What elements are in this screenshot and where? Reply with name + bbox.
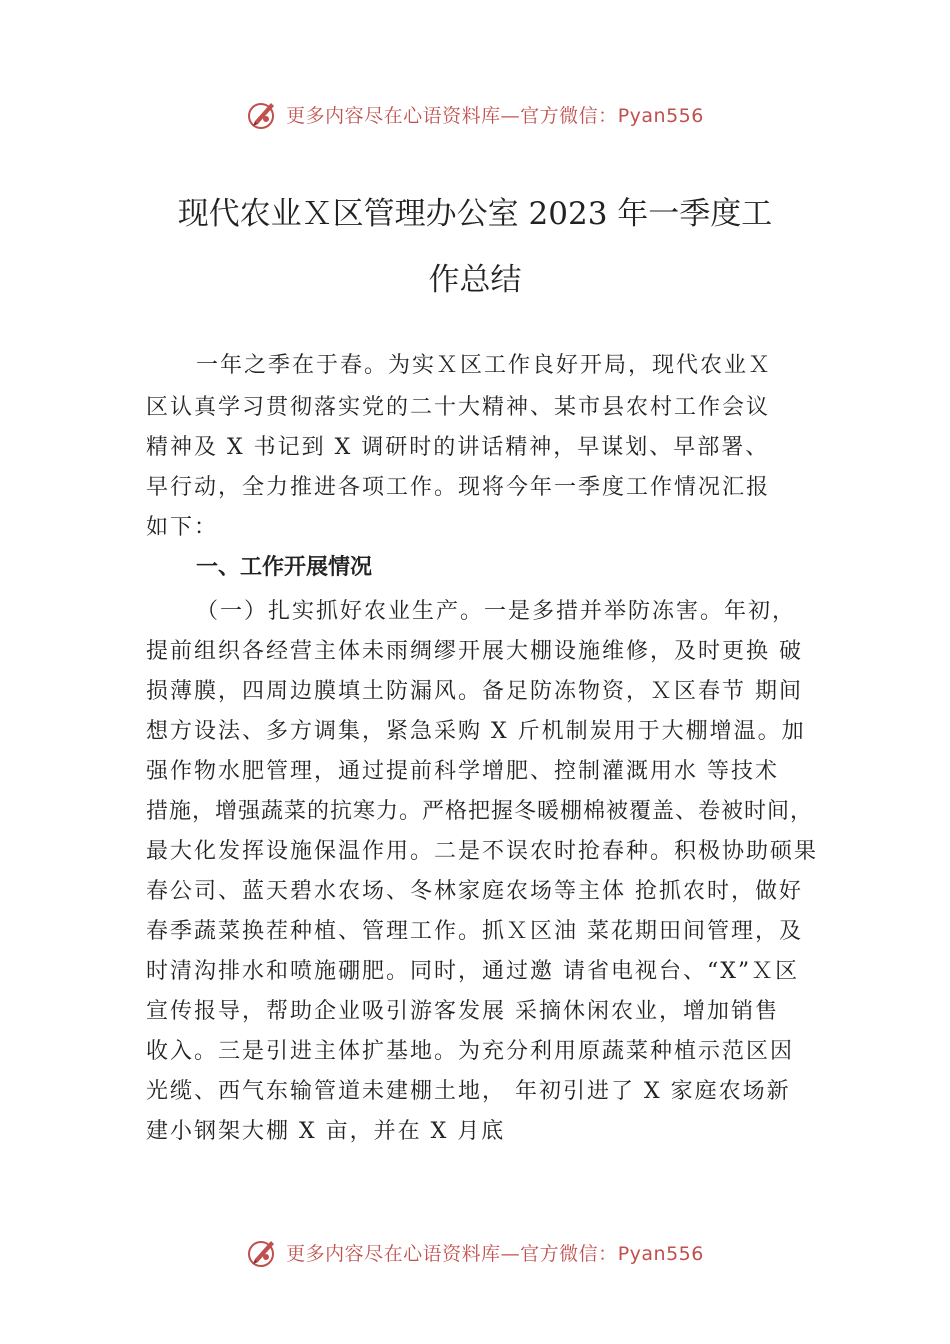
watermark-text <box>286 1239 704 1266</box>
watermark-dash: — <box>500 104 521 127</box>
body-line: （一）扎实抓好农业生产。一是多措并举防冻害。年初， <box>196 599 797 624</box>
body-line: 时清沟排水和喷施硼肥。同时，通过邀 请省电视台、“X”Ｘ区 <box>146 959 800 984</box>
body-line: 强作物水肥管理，通过提前科学增肥、控制灌溉用水 等技术 <box>146 759 779 784</box>
body-line: 措施，增强蔬菜的抗寒力。严格把握冬暖棚棉被覆盖、卷被时间， <box>146 799 814 824</box>
body-line: 光缆、西气东输管道未建棚土地， 年初引进了 X 家庭农场新 <box>146 1079 791 1104</box>
body-line: 建小钢架大棚 X 亩，并在 X 月底 <box>146 1119 506 1144</box>
watermark-text <box>286 101 704 128</box>
body-line: 春公司、蓝天碧水农场、冬林家庭农场等主体 抢抓农时，做好 <box>146 879 803 904</box>
watermark-wechat-id: Pyan556 <box>617 104 704 127</box>
watermark-wechat-label: 官方微信： <box>520 1242 618 1265</box>
body-line: 想方设法、多方调集，紧急采购 X 斤机制炭用于大棚增温。加 <box>146 719 806 744</box>
document-title-line2: 作总结 <box>428 262 522 298</box>
pen-logo-icon <box>246 1235 280 1269</box>
footer-watermark <box>0 1232 950 1272</box>
intro-line: 一年之季在于春。为实Ｘ区工作良好开局，现代农业Ｘ <box>196 353 773 378</box>
body-line: 宣传报导，帮助企业吸引游客发展 采摘休闲农业，增加销售 <box>146 999 779 1024</box>
intro-line: 区认真学习贯彻落实党的二十大精神、某市县农村工作会议 <box>146 395 771 420</box>
body-line: 春季蔬菜换茬种植、管理工作。抓Ｘ区油 菜花期田间管理，及 <box>146 919 803 944</box>
body-line: 最大化发挥设施保温作用。二是不误农时抢春种。积极协助硕果 <box>146 839 819 864</box>
watermark-wechat-id: Pyan556 <box>617 1242 704 1265</box>
pen-logo-icon <box>246 97 280 131</box>
intro-line: 如下： <box>146 515 219 540</box>
watermark-main-text: 更多内容尽在心语资料库 <box>286 1242 501 1265</box>
body-line: 提前组织各经营主体未雨绸缪开展大棚设施维修，及时更换 破 <box>146 639 803 664</box>
intro-line: 早行动，全力推进各项工作。现将今年一季度工作情况汇报 <box>146 475 771 500</box>
intro-line: 精神及 X 书记到 X 调研时的讲话精神，早谋划、早部署、 <box>146 435 770 460</box>
watermark-wechat-label: 官方微信： <box>520 104 618 127</box>
section-heading: 一、工作开展情况 <box>196 555 373 580</box>
header-watermark <box>0 94 950 134</box>
watermark-main-text: 更多内容尽在心语资料库 <box>286 104 501 127</box>
body-line: 收入。三是引进主体扩基地。为充分利用原蔬菜种植示范区因 <box>146 1039 795 1064</box>
document-title-line1: 现代农业Ｘ区管理办公室 2023 年一季度工 <box>177 196 773 232</box>
body-line: 损薄膜，四周边膜填土防漏风。备足防冻物资，Ｘ区春节 期间 <box>146 679 803 704</box>
watermark-dash: — <box>500 1242 521 1265</box>
